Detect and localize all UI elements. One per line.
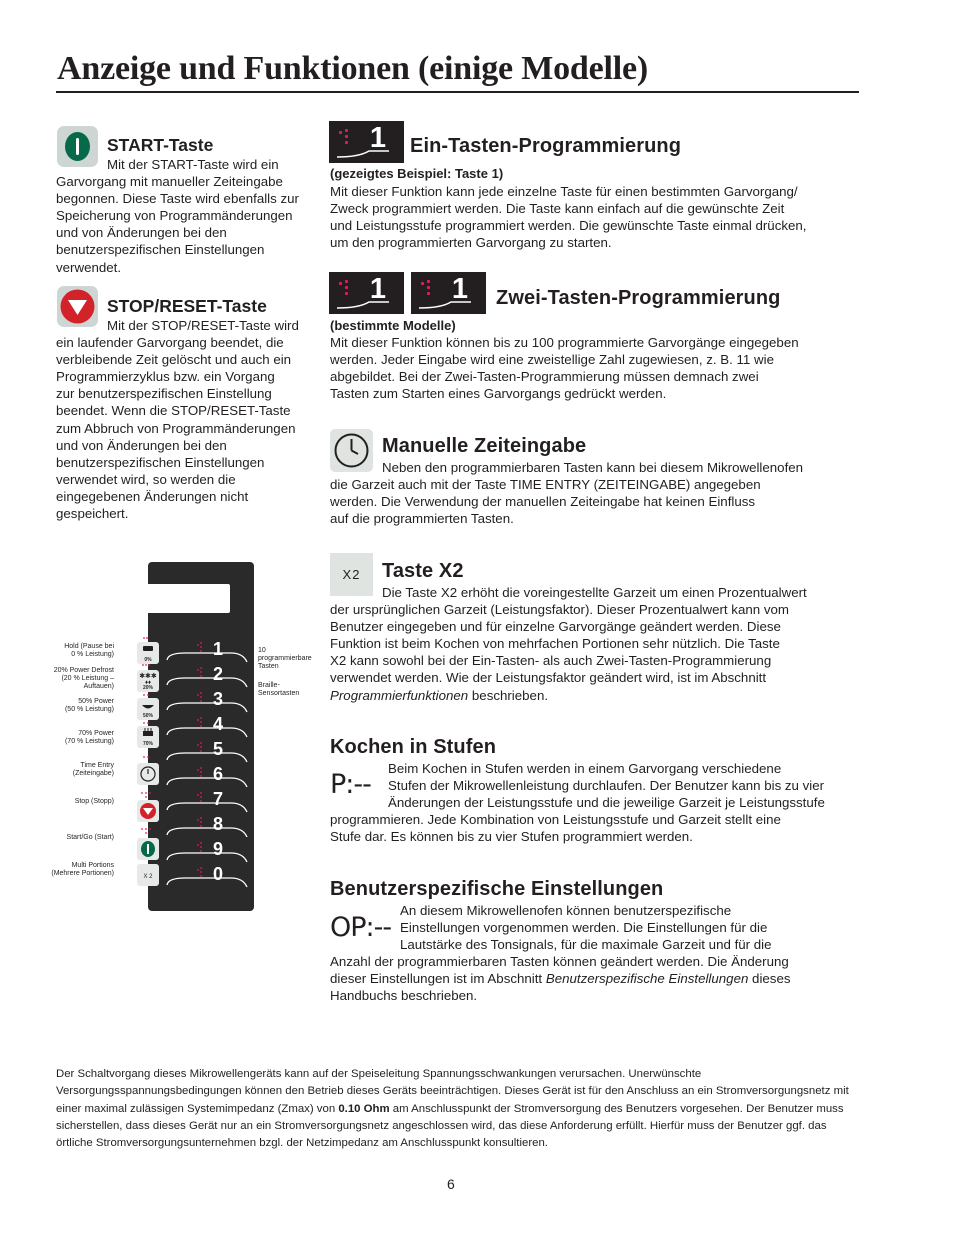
two-touch-line: abgebildet. Bei der Zwei-Tasten-Programmierung müssen demnach zwei bbox=[330, 369, 759, 385]
stages-line: programmieren. Jede Kombination von Leistungsstufe und Garzeit stellt eine bbox=[330, 812, 781, 828]
two-touch-line: Tasten zum Starten eines Garvorgangs gedrückt werden. bbox=[330, 386, 667, 402]
start-line: Garvorgang mit manueller Zeiteingabe bbox=[56, 174, 283, 190]
stop-line: Mit der STOP/RESET-Taste wird bbox=[107, 318, 299, 333]
one-touch-line: um den programmierten Garvorgang zu starten. bbox=[330, 235, 612, 251]
manual-time-line: auf die programmierten Tasten. bbox=[330, 511, 514, 527]
stages-text bbox=[330, 760, 825, 845]
program-key-number: 1 bbox=[369, 273, 386, 305]
one-touch-subheading: (gezeigtes Beispiel: Taste 1) bbox=[330, 166, 504, 181]
note-text-tail: am Anschlusspunkt der Stromversorgung des Benutzers vorgesehen. Der Benutzer muss sicherstellen, dass dieses Gerät nur an ein Stromversorgungsnetz angeschlossen wird, das diese Anforderung erfüllt. Hierfür muss der Benutzer ggf. das örtliche Stromversorgungsunternehmen bzgl. der Netzimpedanz am Anschlusspunkt konsultieren. bbox=[56, 1102, 844, 1150]
start-line: Speicherung von Programmänderungen bbox=[56, 208, 293, 224]
manual-time-line: die Garzeit auch mit der Taste TIME ENTRY (ZEITEINGABE) angegeben bbox=[330, 477, 761, 493]
program-key-0[interactable] bbox=[165, 865, 257, 889]
x2-line: X2 kann sowohl bei der Ein-Tasten- als auch Zwei-Tasten-Programmierung bbox=[330, 653, 772, 669]
hold-power-label: 0% bbox=[144, 657, 152, 663]
x2-icon-label: X2 bbox=[342, 567, 361, 582]
x2-button-label: X 2 bbox=[143, 874, 153, 880]
label-time-entry: Time Entry (Zeiteingabe) bbox=[72, 762, 114, 777]
program-key-outline bbox=[165, 765, 257, 789]
x2-line: der ursprünglichen Garzeit (Leistungsfaktor). Dieser Prozentualwert kann vom bbox=[330, 602, 789, 618]
stop-line: beendet. Wenn die STOP/RESET-Taste bbox=[56, 403, 291, 419]
program-key-outline bbox=[165, 665, 257, 689]
start-line: und von Änderungen bei den bbox=[56, 225, 227, 241]
stages-heading: Kochen in Stufen bbox=[330, 736, 497, 758]
x2-line: verwendet werden. Wie der Leistungsfaktor geändert wird, ist im Abschnitt bbox=[330, 670, 767, 686]
program-key-number: 5 bbox=[213, 739, 224, 759]
stages-display-code: P:-- bbox=[330, 769, 371, 800]
program-key-outline bbox=[165, 740, 257, 764]
braille-dots bbox=[135, 635, 161, 875]
program-key-1[interactable] bbox=[165, 640, 257, 664]
stop-line: verwendet wird, so werden die bbox=[56, 471, 236, 487]
user-options-line-head: dieser Einstellungen ist im Abschnitt bbox=[330, 971, 546, 987]
label-hold: Hold (Pause bei 0 % Leistung) bbox=[64, 643, 114, 658]
user-options-reference: Benutzerspezifische Einstellungen bbox=[545, 971, 749, 987]
user-options-line: Handbuchs beschrieben. bbox=[330, 988, 478, 1004]
program-key-number: 6 bbox=[213, 764, 224, 784]
two-touch-line: werden. Jeder Eingabe wird eine zweistellige Zahl zugewiesen, z. B. 11 wie bbox=[330, 352, 774, 368]
one-touch-line: und Leistungsstufe programmiert werden. Die gewünschte Taste einmal drücken, bbox=[330, 218, 807, 234]
manual-time-line: Neben den programmierbaren Tasten kann bei diesem Mikrowellenofen bbox=[382, 460, 804, 475]
one-touch-text bbox=[330, 183, 806, 251]
stop-line: gespeichert. bbox=[56, 506, 129, 522]
start-line: verwendet. bbox=[56, 259, 122, 275]
x2-heading: Taste X2 bbox=[382, 560, 464, 582]
label-power-70: 70% Power (70 % Leistung) bbox=[64, 730, 114, 745]
program-key-4[interactable] bbox=[165, 715, 257, 739]
stages-line: Stufe dar. Es können bis zu vier Stufen programmiert werden. bbox=[330, 829, 693, 845]
program-key-number: 7 bbox=[213, 789, 224, 809]
program-key-7[interactable] bbox=[165, 790, 257, 814]
start-line: benutzerspezifischen Einstellungen bbox=[56, 242, 265, 258]
program-key-number: 1 bbox=[213, 639, 224, 659]
program-key-outline bbox=[165, 715, 257, 739]
x2-line: Funktion ist beim Kochen von mehrfachen Portionen sehr nützlich. Die Taste bbox=[330, 636, 780, 652]
program-key-8[interactable] bbox=[165, 815, 257, 839]
program-key-outline bbox=[165, 865, 257, 889]
svg-text:♦♦: ♦♦ bbox=[144, 680, 152, 686]
two-touch-heading: Zwei-Tasten-Programmierung bbox=[496, 287, 781, 309]
program-key-outline bbox=[165, 640, 257, 664]
program-key-number: 1 bbox=[369, 122, 386, 154]
one-touch-line: Zweck programmiert werden. Die Taste kann einfach auf die gewünschte Zeit bbox=[330, 201, 785, 217]
stages-line: Stufen der Mikrowellenleistung durchlaufen. Der Benutzer kann bis zu vier bbox=[388, 778, 825, 794]
label-power-50: 50% Power (50 % Leistung) bbox=[64, 698, 114, 713]
power-70-label: 70% bbox=[142, 741, 153, 747]
program-key-outline bbox=[165, 790, 257, 814]
user-options-heading: Benutzerspezifische Einstellungen bbox=[330, 878, 664, 900]
x2-reference: Programmierfunktionen bbox=[330, 687, 469, 703]
page-title: Anzeige und Funktionen (einige Modelle) bbox=[57, 50, 648, 87]
user-options-line bbox=[330, 970, 791, 987]
label-start: Start/Go (Start) bbox=[66, 834, 114, 841]
stop-line: benutzerspezifischen Einstellungen bbox=[56, 454, 265, 470]
svg-text:✱✱✱: ✱✱✱ bbox=[139, 673, 157, 680]
one-touch-line: Mit dieser Funktion kann jede einzelne Taste für einen bestimmten Garvorgang/ bbox=[330, 184, 798, 199]
program-key-outline bbox=[165, 840, 257, 864]
program-key-1-icon bbox=[329, 272, 404, 314]
x2-text bbox=[330, 584, 807, 704]
program-key-number: 8 bbox=[213, 814, 224, 834]
user-options-line-tail: dieses bbox=[748, 971, 791, 987]
stages-line: Änderungen der Leistungsstufe und die jeweilige Garzeit je Leistungsstufe bbox=[388, 795, 825, 811]
defrost-power-label: 20% bbox=[142, 685, 153, 691]
program-key-number: 4 bbox=[213, 714, 224, 734]
stop-line: und von Änderungen bei den bbox=[56, 437, 227, 453]
start-heading: START-Taste bbox=[107, 135, 214, 155]
stop-line: Programmierzyklus bzw. ein Vorgang bbox=[56, 369, 275, 385]
program-key-9[interactable] bbox=[165, 840, 257, 864]
label-braille-keys: Braille- Sensortasten bbox=[258, 682, 300, 697]
stop-line: zur benutzerspezifischen Einstellung bbox=[56, 386, 272, 402]
manual-time-heading: Manuelle Zeiteingabe bbox=[382, 435, 587, 457]
one-touch-heading: Ein-Tasten-Programmierung bbox=[410, 135, 682, 157]
stop-heading: STOP/RESET-Taste bbox=[107, 296, 267, 316]
program-key-2[interactable] bbox=[165, 665, 257, 689]
program-keys bbox=[165, 640, 257, 890]
stop-line: eingegebenen Änderungen nicht bbox=[56, 488, 249, 504]
label-multi-portions: Multi Portions (Mehrere Portionen) bbox=[51, 862, 114, 877]
power-supply-note bbox=[56, 1066, 856, 1152]
user-options-line: Lautstärke des Tonsignals, für die maximale Garzeit und für die bbox=[400, 937, 772, 953]
note-text-head: Der Schaltvorgang dieses Mikrowellengeräts kann auf der Speiseleitung Spannungsschwankungen verursachen. Unerwünschte Versorgungsspannungsbedingungen können den Betrieb dieses Geräts beeinträchtigen. Dieses Gerät ist für den Anschluss an ein Stromversorgungsnetz mit einer maximal zulässigen Systemimpedanz (Zmax) von bbox=[56, 1068, 849, 1115]
two-touch-text bbox=[330, 334, 799, 402]
manual-time-text bbox=[330, 459, 803, 527]
label-defrost: 20% Power Defrost (20 % Leistung – Auftauen) bbox=[53, 667, 114, 690]
stages-line: Beim Kochen in Stufen werden in einem Garvorgang verschiedene bbox=[388, 761, 782, 776]
stop-line: zum Abbruch von Programmänderungen bbox=[56, 420, 296, 436]
note-impedance-value: 0.10 Ohm bbox=[338, 1102, 390, 1115]
page-number: 6 bbox=[447, 1176, 455, 1192]
user-options-line: Anzahl der programmierbaren Tasten können geändert werden. Die Änderung bbox=[330, 954, 789, 970]
x2-line: Benutzer eingegeben und für einzelne Garvorgänge geändert werden. Diese bbox=[330, 619, 781, 635]
program-key-number: 3 bbox=[213, 689, 224, 709]
panel-display bbox=[144, 584, 230, 613]
start-text bbox=[56, 156, 326, 276]
two-touch-subheading: (bestimmte Modelle) bbox=[330, 318, 456, 333]
user-options-line: An diesem Mikrowellenofen können benutzerspezifische bbox=[400, 903, 732, 918]
label-stop: Stop (Stopp) bbox=[74, 798, 114, 805]
x2-line-tail: beschrieben. bbox=[468, 687, 549, 703]
program-key-number: 9 bbox=[213, 839, 224, 859]
start-line: Mit der START-Taste wird ein bbox=[107, 157, 279, 172]
program-key-5[interactable] bbox=[165, 740, 257, 764]
power-50-label: 50% bbox=[142, 713, 153, 719]
user-options-text bbox=[330, 902, 791, 1005]
stop-line: verbleibende Zeit gelöscht und auch ein bbox=[56, 352, 292, 368]
program-key-number: 2 bbox=[213, 664, 224, 684]
user-options-display-code: OP:-- bbox=[330, 912, 392, 943]
stop-text bbox=[56, 317, 326, 522]
manual-time-line: werden. Die Verwendung der manuellen Zeiteingabe hat keinen Einfluss bbox=[330, 494, 756, 510]
x2-line-last bbox=[330, 687, 807, 704]
program-key-outline bbox=[165, 815, 257, 839]
program-key-3[interactable] bbox=[165, 690, 257, 714]
program-key-number: 1 bbox=[451, 273, 468, 305]
user-options-line: Einstellungen vorgenommen werden. Die Einstellungen für die bbox=[400, 920, 768, 936]
program-key-number: 0 bbox=[213, 864, 224, 884]
x2-line: Die Taste X2 erhöht die voreingestellte Garzeit um einen Prozentualwert bbox=[382, 585, 807, 600]
program-key-1-icon bbox=[329, 121, 404, 163]
two-touch-line: Mit dieser Funktion können bis zu 100 programmierte Garvorgänge eingegeben bbox=[330, 335, 799, 350]
label-programmable-keys: 10 programmierbare Tasten bbox=[258, 647, 312, 670]
title-rule bbox=[56, 91, 859, 93]
stop-line: ein laufender Garvorgang beendet, die bbox=[56, 335, 284, 351]
start-line: begonnen. Diese Taste wird ebenfalls zur bbox=[56, 191, 299, 207]
program-key-outline bbox=[165, 690, 257, 714]
program-key-1-icon bbox=[411, 272, 486, 314]
program-key-6[interactable] bbox=[165, 765, 257, 789]
